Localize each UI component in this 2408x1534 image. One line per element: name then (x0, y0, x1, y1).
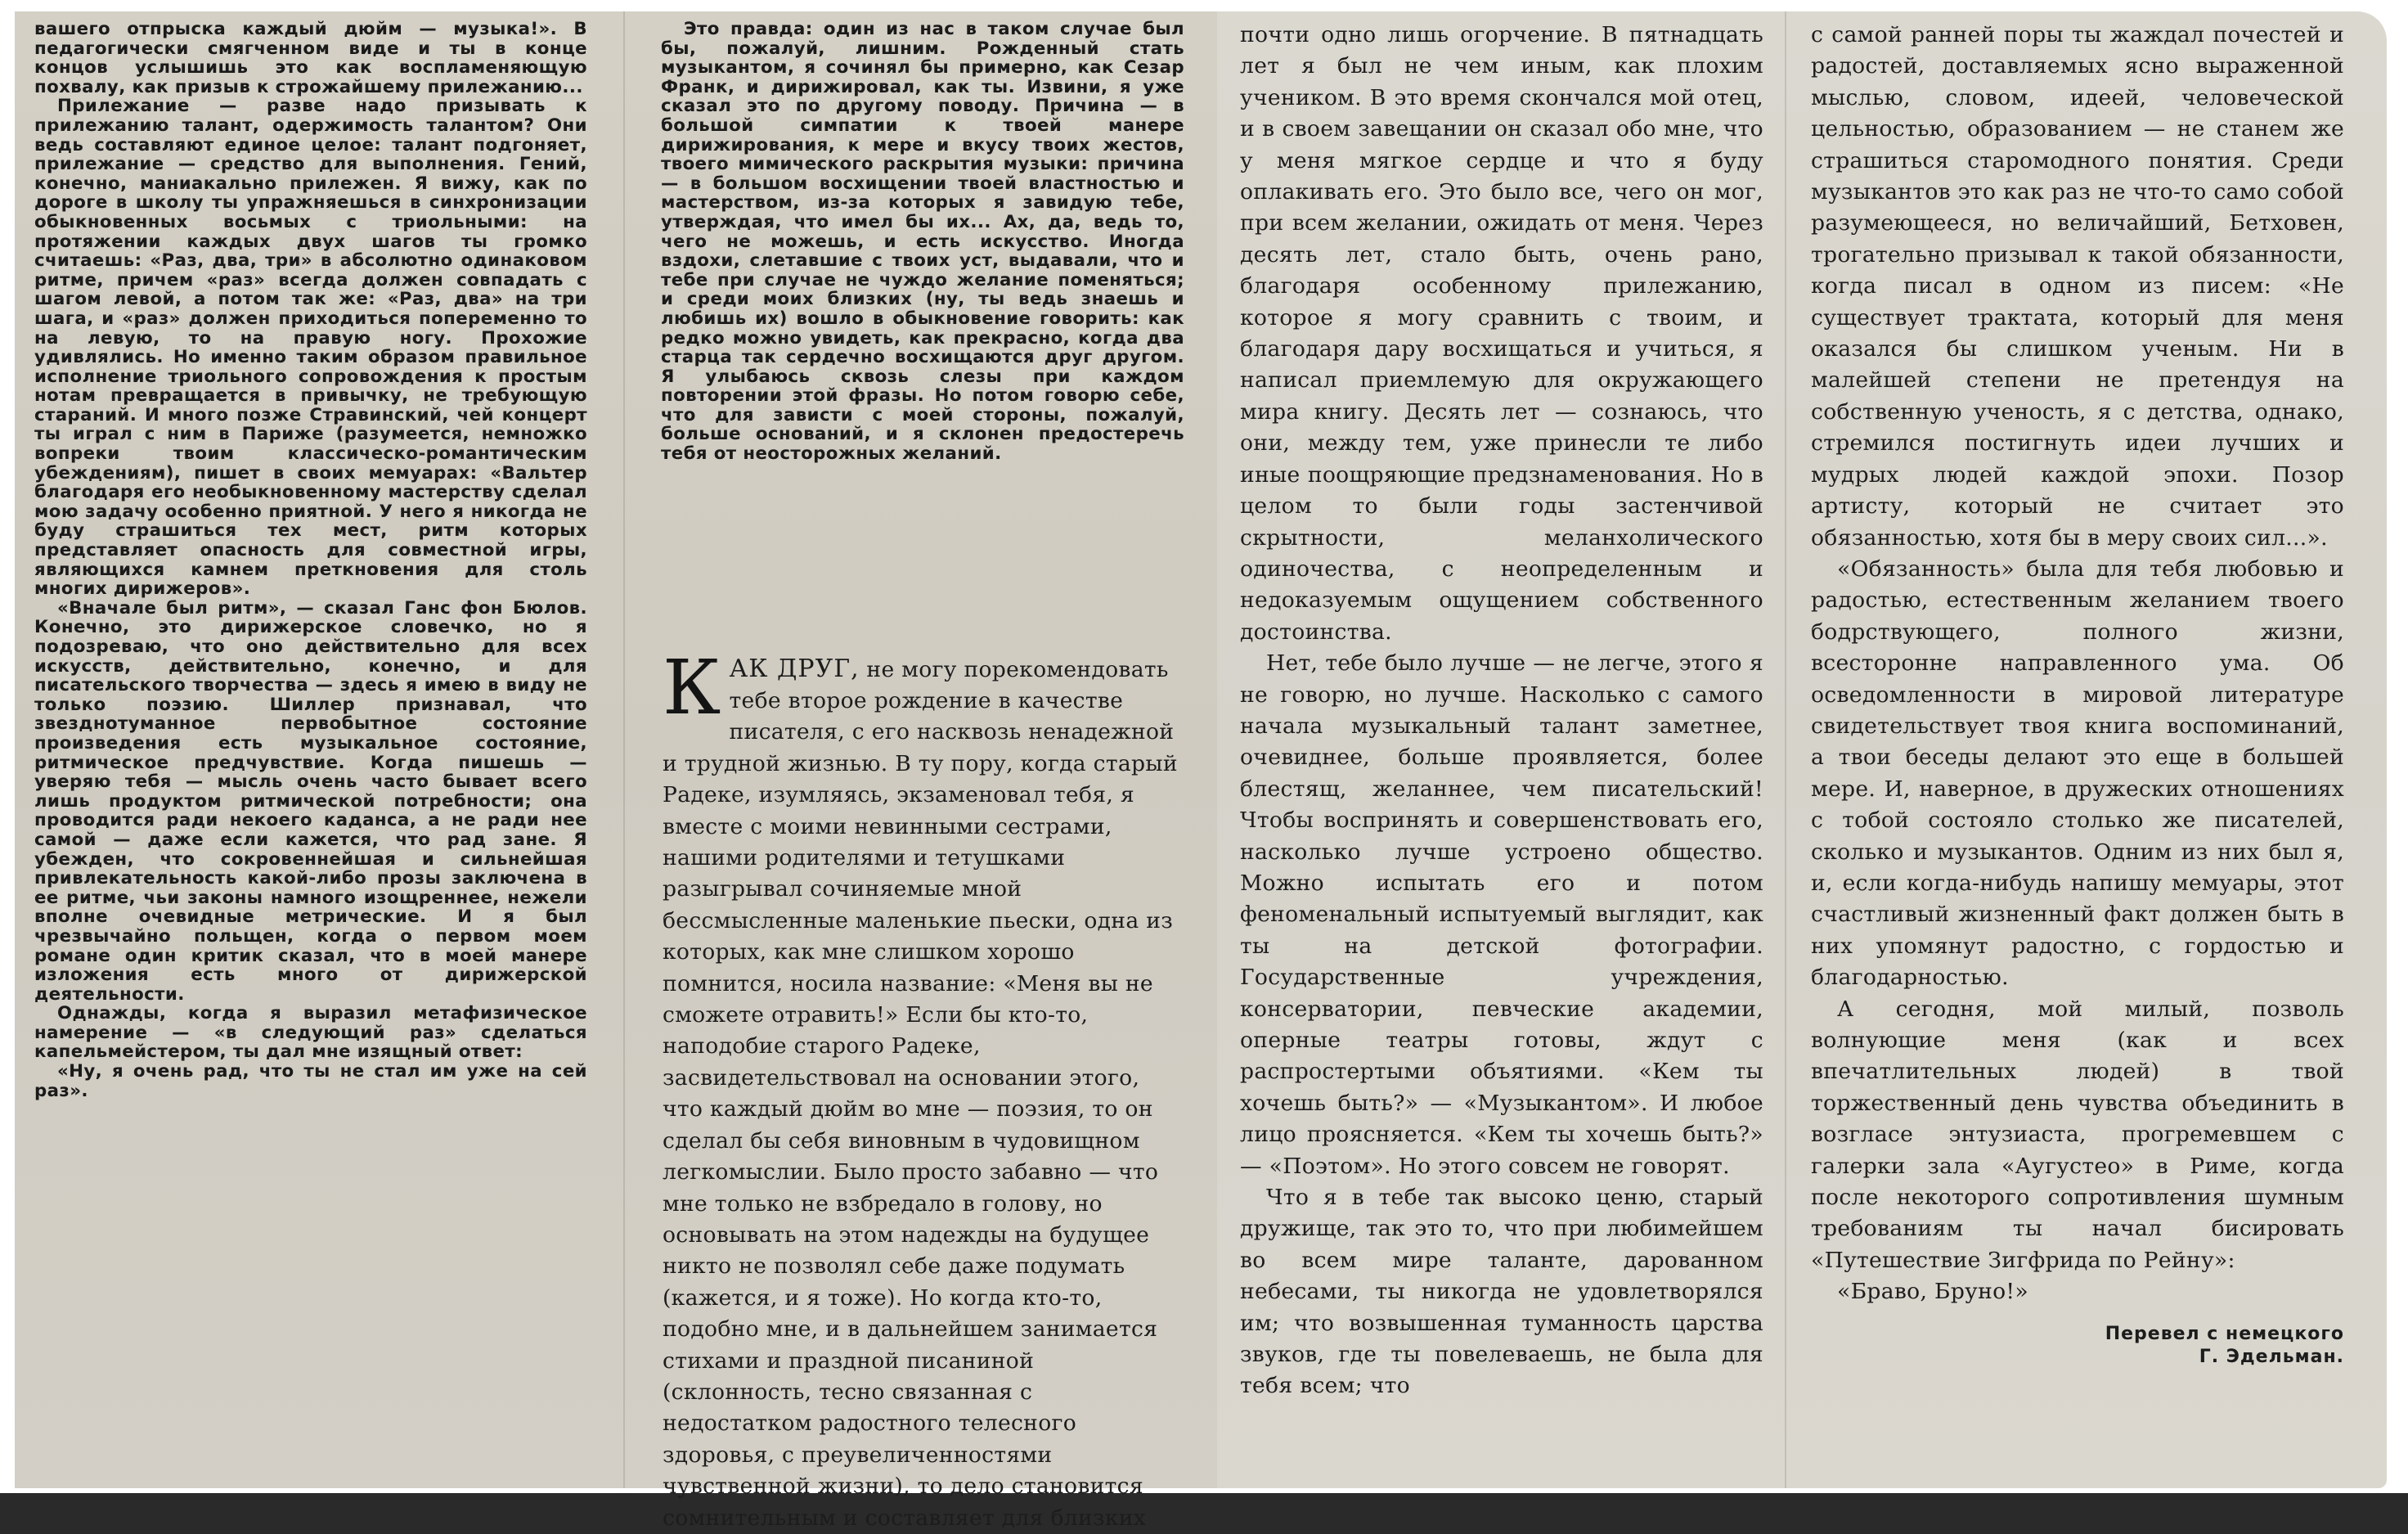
paragraph: почти одно лишь огорчение. В пятнадцать лет я был не чем иным, как плохим учеником. В это время скончался мой отец, и в своем завещании он сказал обо мне, что у меня мягкое сердце и что я буду оплакивать его. Это было все, чего он мог, при всем желании, ожидать от меня. Через десять лет, стало быть, очень рано, благодаря особенному прилежанию, которое я могу сравнить с твоим, и благодаря дару восхищаться и учиться, я написал приемлемую для окружающего мира книгу. Десять лет — сознаюсь, что они, между тем, уже принесли те либо иные поощряющие предзнаменования. Но в целом то были годы застенчивой скрытности, меланхолического одиночества, с неопределенным и недоказуемым ощущением собственного достоинства. (1240, 22, 1763, 645)
paragraph: «Обязанность» была для тебя любовью и радостью, естественным желанием твоего бодрствующего, полного жизни, всесторонне направленного ума. Об осведомленности в мировой литературе свидетельствует твоя книга воспоминаний, а твои беседы делают это еще в большей мере. И, наверное, в дружеских отношениях с тобой состояло столько же писателей, сколько и музыкантов. Одним из них был я, и, если когда-нибудь напишу мемуары, этот счастливый жизненный факт должен быть в них упомянут радостно, с гордостью и благодарностью. (1811, 556, 2344, 991)
paragraph: Это правда: один из нас в таком случае был бы, пожалуй, лишним. Рожденный стать музыкантом, я сочинял бы примерно, как Сезар Франк, и дирижировал, как ты. Извини, я уже сказал это по другому поводу. Причина — в большой симпатии к твоей манере дирижирования, к мере и вкусу твоих жестов, твоего мимического раскрытия музыки: причина — в большом восхищении твоей властностью и мастерством, из-за которых я завидую тебе, утверждая, что имел бы их... Ах, да, ведь то, чего не можешь, и есть искусство. Иногда вздохи, слетавшие с твоих уст, выдавали, что и тебе при случае не чуждо желание поменяться; и среди моих близких (ну, ты ведь знаешь и любишь их) вошло в обыкновение говорить: как редко можно увидеть, как прекрасно, когда два старца так сердечно восхищаются друг другом. Я улыбаюсь сквозь слезы при каждом повторении этой фразы. Но потом говорю себе, что для зависти с моей стороны, пожалуй, больше оснований, и я склонен предостеречь тебя от неосторожных желаний. (661, 19, 1184, 465)
article-column-1 (34, 20, 587, 1482)
paragraph: вашего отпрыска каждый дюйм — музыка!». В педагогически смягченном виде и ты в конце концов услышишь это как воспламеняющую похвалу, как призыв к строжайшему прилежанию... (34, 19, 587, 97)
column-gutter (623, 11, 625, 1488)
article-column-4 (1811, 20, 2344, 1482)
paragraph: Однажды, когда я выразил метафизическое намерение — «в следующий раз» сделаться капельмейстером, ты дал мне изящный ответ: (34, 1003, 587, 1063)
paragraph: А сегодня, мой милый, позволь волнующие меня (как и всех впечатлительных людей) в твой торжественный день чувства объединить в возгласе энтузиаста, прогремевшем с галерки зала «Аугустео» в Риме, когда после некоторого сопротивления шумным требованиям ты начал бисировать «Путешествие Зигфрида по Рейну»: (1811, 996, 2344, 1273)
column-gutter (1785, 11, 1786, 1488)
section-lead: АК ДРУГ, (729, 654, 860, 683)
section-lead-paragraph (663, 643, 1186, 1534)
drop-cap: К (663, 643, 721, 731)
credit-name: Г. Эдельман. (2199, 1346, 2344, 1367)
credit-line: Перевел с немецкого (2105, 1323, 2344, 1344)
paragraph: Прилежание — разве надо призывать к прилежанию талант, одержимость талантом? Они ведь составляют единое целое: талант подгоняет, прилежание — средство для выполнения. Гений, конечно, маниакально прилежен. Я вижу, как по дороге в школу ты упражняешься в синхронизации обыкновенных восьмых с триольными: на протяжении каждых двух шагов ты громко считаешь: «Раз, два, три» в абсолютно одинаковом ритме, причем «раз» всегда должен совпадать с шагом левой, а потом так же: «Раз, два» на три шага, и «раз» должен приходиться попеременно то на левую, то на правую ногу. Прохожие удивлялись. Но именно таким образом правильное исполнение триольного сопровождения к простым нотам превращается в привычку, не требующую стараний. И много позже Стравинский, чей концерт ты играл с ним в Париже (разумеется, немножко вопреки твоим классическо-романтическим убеждениям), пишет в своих мемуарах: «Вальтер благодаря его необыкновенному мастерству сделал мою задачу особенно приятной. У него я никогда не буду страшиться тех мест, ритм которых представляет опасность для совместной игры, являющихся камнем преткновения для столь многих дирижеров». (34, 96, 587, 600)
paragraph: «Вначале был ритм», — сказал Ганс фон Бюлов. Конечно, это дирижерское словечко, но я подозреваю, что оно действительно для всех искусств, действительно, конечно, и для писательского творчества — здесь я имею в виду не только поэзию. Шиллер признавал, что звезднотуманное первобытное состояние произведения есть музыкальное состояние, ритмическое предчувствие. Когда пишешь — уверяю тебя — мысль очень часто бывает всего лишь продуктом ритмической потребности; она проводится ради некоего каданса, а не ради нее самой — даже если кажется, что рад зане. Я убежден, что сокровеннейшая и сильнейшая привлекательность какой-либо прозы заключена в ее ритме, чьи законы намного изощреннее, нежели вполне очевидные метрические. И я был чрезвычайно польщен, когда о первом моем романе один критик сказал, что в моей манере изложения есть много от дирижерской деятельности. (34, 597, 587, 1005)
paragraph: «Браво, Бруно!» (1837, 1279, 2028, 1305)
paragraph-text: не могу порекомендовать тебе второе рождение в качестве писателя, с его насквозь ненадежной и трудной жизнью. В ту пору, когда старый Радеке, изумляясь, экзаменовал тебя, я вместе с моими невинными сестрами, нашими родителями и тетушками разыгрывал сочиняемые мной бессмысленные маленькие пьески, одна из которых, как мне слишком хорошо помнится, носила название: «Меня вы не сможете отравить!» Если бы кто-то, наподобие старого Радеке, засвидетельствовал на основании этого, что каждый дюйм во мне — поэзия, то он сделал бы себя виновным в чудовищном легкомыслии. Было просто забавно — что мне только не взбредало в голову, но основывать на этом надежды на будущее никто не позволял себе даже подумать (кажется, и я тоже). Но когда кто-то, подобно мне, и в дальнейшем занимается стихами и праздной писаниной (склонность, тесно связанная с недостатком радостного телесного здоровья, с преувеличенностями чувственной жизни), то дело становится сомнительным и составляет для близких (663, 656, 1178, 1531)
newspaper-clipping-left (15, 11, 1217, 1531)
paragraph: с самой ранней поры ты жаждал почестей и радостей, доставляемых ясно выраженной мыслью, словом, идеей, человеческой цельностью, образованием — не станем же страшиться старомодного понятия. Среди музыкантов это как раз не что-то само собой разумеющееся, но величайший, Бетховен, трогательно призывал к такой обязанности, когда писал в одном из писем: «Не существует трактата, который для меня оказался бы слишком ученым. Ни в малейшей степени не претендуя на собственную ученость, я с детства, однако, стремился постигнуть идеи лучших и мудрых людей каждой эпохи. Позор артисту, который не считает это обязанностью, хотя бы в меру своих сил...». (1811, 22, 2344, 551)
article-column-2-bottom (663, 632, 1186, 1531)
translator-credit (1811, 1323, 2344, 1369)
paragraph: «Ну, я очень рад, что ты не стал им уже на сей раз». (34, 1061, 587, 1101)
paragraph: Нет, тебе было лучше — не легче, этого я не говорю, но лучше. Насколько с самого начала музыкальный талант заметнее, очевиднее, больше проявляется, более блестящ, желаннее, чем писательский! Чтобы воспринять и совершенствовать его, насколько лучше устроено общество. Можно испытать его и потом феноменальный испытуемый выглядит, как ты на детской фотографии. Государственные учреждения, консерватории, певческие академии, оперные театры готовы, ждут с распростертыми объятиями. «Кем ты хочешь быть?» — «Музыкантом». И любое лицо проясняется. «Кем ты хочешь быть?» — «Поэтом». Но этого совсем не говорят. (1240, 650, 1763, 1179)
article-column-3 (1240, 20, 1763, 1482)
paragraph: Что я в тебе так высоко ценю, старый дружище, так это то, что при любимейшем во всем мире таланте, дарованном небесами, ты никогда не удовлетворялся им; что возвышенная туманность царства звуков, где ты повелеваешь, не была для тебя всем; что (1240, 1185, 1763, 1399)
newspaper-clipping-right (1217, 11, 2387, 1488)
article-column-2-top (661, 20, 1184, 625)
